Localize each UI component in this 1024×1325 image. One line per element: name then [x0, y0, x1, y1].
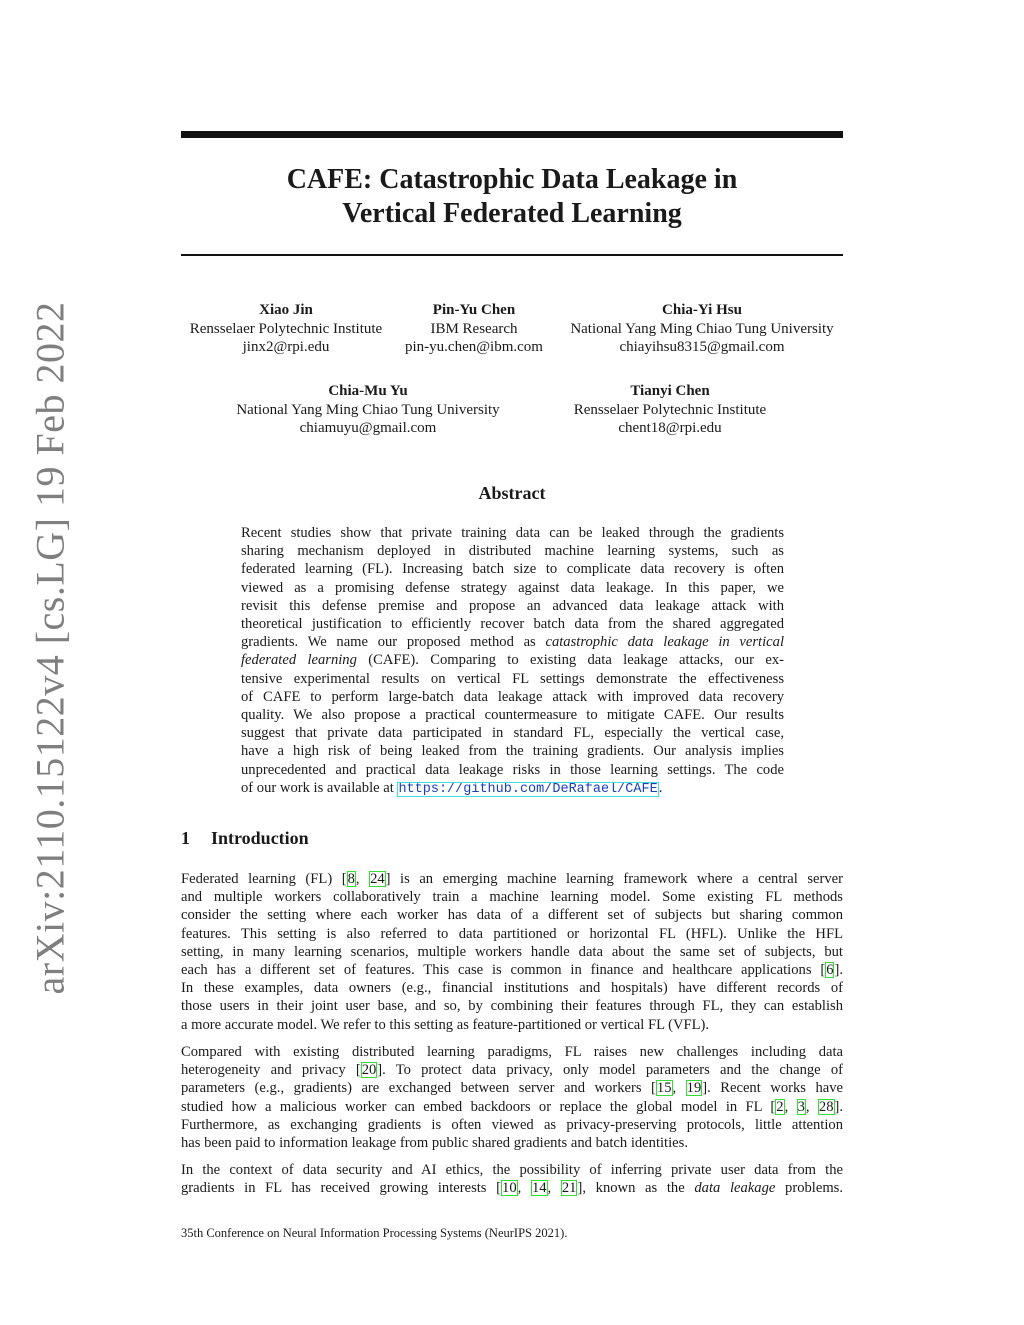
- author-name: Pin-Yu Chen: [432, 302, 516, 318]
- paragraph-line: [181, 1061, 843, 1079]
- section-heading-introduction: [181, 828, 309, 849]
- title-line-1: CAFE: Catastrophic Data Leakage in: [286, 164, 738, 195]
- author-email[interactable]: chiayihsu8315@gmail.com: [619, 339, 785, 355]
- paragraph-line: has been paid to information leakage from public shared gradients and batch identities.: [181, 1135, 688, 1152]
- paragraph-text: studied how a malicious worker can embed backdoors or replace the global model in FL [: [181, 1098, 776, 1115]
- emphasis-term: data leakage: [694, 1180, 776, 1197]
- author-block-3: [556, 301, 848, 357]
- intro-paragraph-3: [181, 1161, 843, 1197]
- abstract-line: sharing mechanism deployed in distributed machine learning systems, such as: [241, 543, 784, 560]
- citation-link[interactable]: 14: [531, 1180, 547, 1197]
- abstract-line: federated learning (FL). Increasing batch size to complicate data recovery is often: [241, 561, 784, 578]
- title-line-2: Vertical Federated Learning: [342, 198, 682, 229]
- paragraph-line: [181, 870, 843, 888]
- author-affiliation: IBM Research: [430, 320, 518, 337]
- abstract-body: [241, 524, 784, 799]
- abstract-text: .: [658, 779, 663, 796]
- author-affiliation: National Yang Ming Chiao Tung University: [236, 401, 500, 418]
- paragraph-text: ] is an emerging machine learning framework where a central server: [385, 871, 843, 887]
- author-block-1: [180, 301, 392, 357]
- title-bottom-rule: [181, 254, 843, 256]
- abstract-line: [241, 779, 784, 799]
- abstract-method-name: catastrophic data leakage in vertical: [545, 634, 784, 651]
- paragraph-text: problems.: [775, 1180, 844, 1197]
- abstract-line: Recent studies show that private training data can be leaked through the gradients: [241, 525, 784, 541]
- paragraph-line: and multiple workers collaboratively train a machine learning model. Some existing FL methods: [181, 889, 843, 906]
- paragraph-line: In the context of data security and AI ethics, the possibility of inferring private user data from the: [181, 1162, 843, 1178]
- abstract-text: of our work is available at: [241, 779, 398, 796]
- paragraph-line: [181, 1179, 843, 1197]
- arxiv-identifier: arXiv:2110.15122v4 [cs.LG] 19 Feb 2022: [27, 301, 73, 995]
- paragraph-line: features. This setting is also referred to data partitioned or horizontal FL (HFL). Unlike the HFL: [181, 925, 843, 942]
- paragraph-line: [181, 1079, 843, 1097]
- abstract-line: theoretical justification to efficiently recover batch data from the shared aggregated: [241, 616, 784, 633]
- citation-link[interactable]: 10: [502, 1180, 517, 1197]
- code-repository-link[interactable]: https://github.com/DeRafael/CAFE: [398, 781, 658, 797]
- paragraph-line: Furthermore, as exchanging gradients is often viewed as privacy-preserving protocols, little attention: [181, 1116, 843, 1133]
- abstract-line: quality. We also propose a practical countermeasure to mitigate CAFE. Our results: [241, 707, 784, 724]
- paragraph-text: ,: [784, 1098, 797, 1115]
- paragraph-text: gradients in FL has received growing interests [: [181, 1180, 502, 1197]
- paragraph-text: ].: [834, 962, 843, 979]
- paragraph-text: ,: [672, 1080, 686, 1097]
- author-affiliation: Rensselaer Polytechnic Institute: [573, 401, 767, 418]
- abstract-line: suggest that private data participated in standard FL, especially the vertical case,: [241, 725, 784, 742]
- citation-link[interactable]: 15: [656, 1080, 672, 1097]
- paragraph-line: those users in their joint user base, and so, by combining their features through FL, they can establish: [181, 998, 843, 1015]
- paper-title: [181, 163, 843, 231]
- citation-link[interactable]: 21: [561, 1180, 577, 1197]
- abstract-line: [241, 651, 784, 669]
- paragraph-line: setting, in many learning scenarios, multiple workers handle data about the same set of subjects, but: [181, 943, 843, 960]
- author-block-5: [562, 382, 778, 438]
- citation-link[interactable]: 3: [797, 1098, 805, 1115]
- citation-link[interactable]: 2: [776, 1098, 784, 1115]
- abstract-line: tensive experimental results on vertical FL settings demonstrate the effectiveness: [241, 670, 784, 687]
- intro-paragraph-2: [181, 1043, 843, 1152]
- citation-link[interactable]: 24: [370, 871, 385, 887]
- author-email[interactable]: jinx2@rpi.edu: [242, 339, 330, 355]
- abstract-method-name-cont: federated learning: [241, 652, 357, 669]
- abstract-line: viewed as a promising defense strategy against data leakage. In this paper, we: [241, 579, 784, 596]
- paragraph-text: ]. To protect data privacy, only model parameters and the change of: [377, 1062, 843, 1079]
- author-block-2: [396, 301, 552, 357]
- citation-link[interactable]: 8: [347, 871, 355, 887]
- abstract-line: have a high risk of being leaked from the training gradients. Our analysis implies: [241, 743, 784, 760]
- paragraph-text: each has a different set of features. This case is common in finance and healthcare applications [: [181, 962, 826, 979]
- abstract-line: revisit this defense premise and propose an advanced data leakage attack with: [241, 597, 784, 614]
- paragraph-text: ,: [355, 871, 370, 887]
- author-affiliation: National Yang Ming Chiao Tung University: [570, 320, 834, 337]
- abstract-text: gradients. We name our proposed method as: [241, 634, 546, 651]
- paragraph-line: Compared with existing distributed learning paradigms, FL raises new challenges including data: [181, 1044, 843, 1060]
- citation-link[interactable]: 20: [361, 1062, 377, 1079]
- paragraph-text: ].: [834, 1098, 844, 1115]
- paragraph-text: ], known as the: [577, 1180, 695, 1197]
- paragraph-text: ,: [517, 1180, 531, 1197]
- paragraph-line: In these examples, data owners (e.g., financial institutions and hospitals) have different records of: [181, 980, 843, 997]
- abstract-line: unprecedented and practical data leakage risks in those learning settings. The code: [241, 761, 784, 778]
- citation-link[interactable]: 6: [826, 962, 834, 979]
- author-email[interactable]: pin-yu.chen@ibm.com: [405, 339, 543, 355]
- paragraph-text: Federated learning (FL) [: [181, 871, 347, 887]
- author-name: Tianyi Chen: [630, 383, 710, 399]
- title-top-rule: [181, 131, 843, 138]
- author-email[interactable]: chent18@rpi.edu: [618, 420, 722, 436]
- paragraph-text: heterogeneity and privacy [: [181, 1062, 361, 1079]
- abstract-heading: Abstract: [478, 483, 546, 503]
- author-name: Xiao Jin: [259, 302, 313, 318]
- paragraph-line: [181, 961, 843, 979]
- paragraph-line: consider the setting where each worker has data of a different set of subjects but sharing common: [181, 907, 843, 924]
- paragraph-text: ,: [805, 1098, 818, 1115]
- section-number: 1: [181, 828, 190, 848]
- paragraph-line: a more accurate model. We refer to this setting as feature-partitioned or vertical FL (VFL).: [181, 1016, 710, 1033]
- abstract-text: (CAFE). Comparing to existing data leakage attacks, our ex-: [356, 652, 784, 669]
- author-block-4: [220, 382, 516, 438]
- section-title: Introduction: [211, 828, 309, 848]
- citation-link[interactable]: 28: [818, 1098, 834, 1115]
- author-name: Chia-Yi Hsu: [662, 302, 742, 318]
- abstract-line: [241, 633, 784, 651]
- paragraph-line: [181, 1098, 843, 1116]
- intro-paragraph-1: [181, 870, 843, 1034]
- citation-link[interactable]: 19: [686, 1080, 702, 1097]
- paragraph-text: ]. Recent works have: [702, 1080, 844, 1097]
- conference-footnote: 35th Conference on Neural Information Processing Systems (NeurIPS 2021).: [181, 1226, 568, 1240]
- author-affiliation: Rensselaer Polytechnic Institute: [189, 320, 383, 337]
- abstract-line: of CAFE to perform large-batch data leakage attack with improved data recovery: [241, 688, 784, 705]
- author-name: Chia-Mu Yu: [328, 383, 408, 399]
- author-email[interactable]: chiamuyu@gmail.com: [299, 420, 437, 436]
- paragraph-text: ,: [547, 1180, 561, 1197]
- paragraph-text: parameters (e.g., gradients) are exchanged between server and workers [: [181, 1080, 656, 1097]
